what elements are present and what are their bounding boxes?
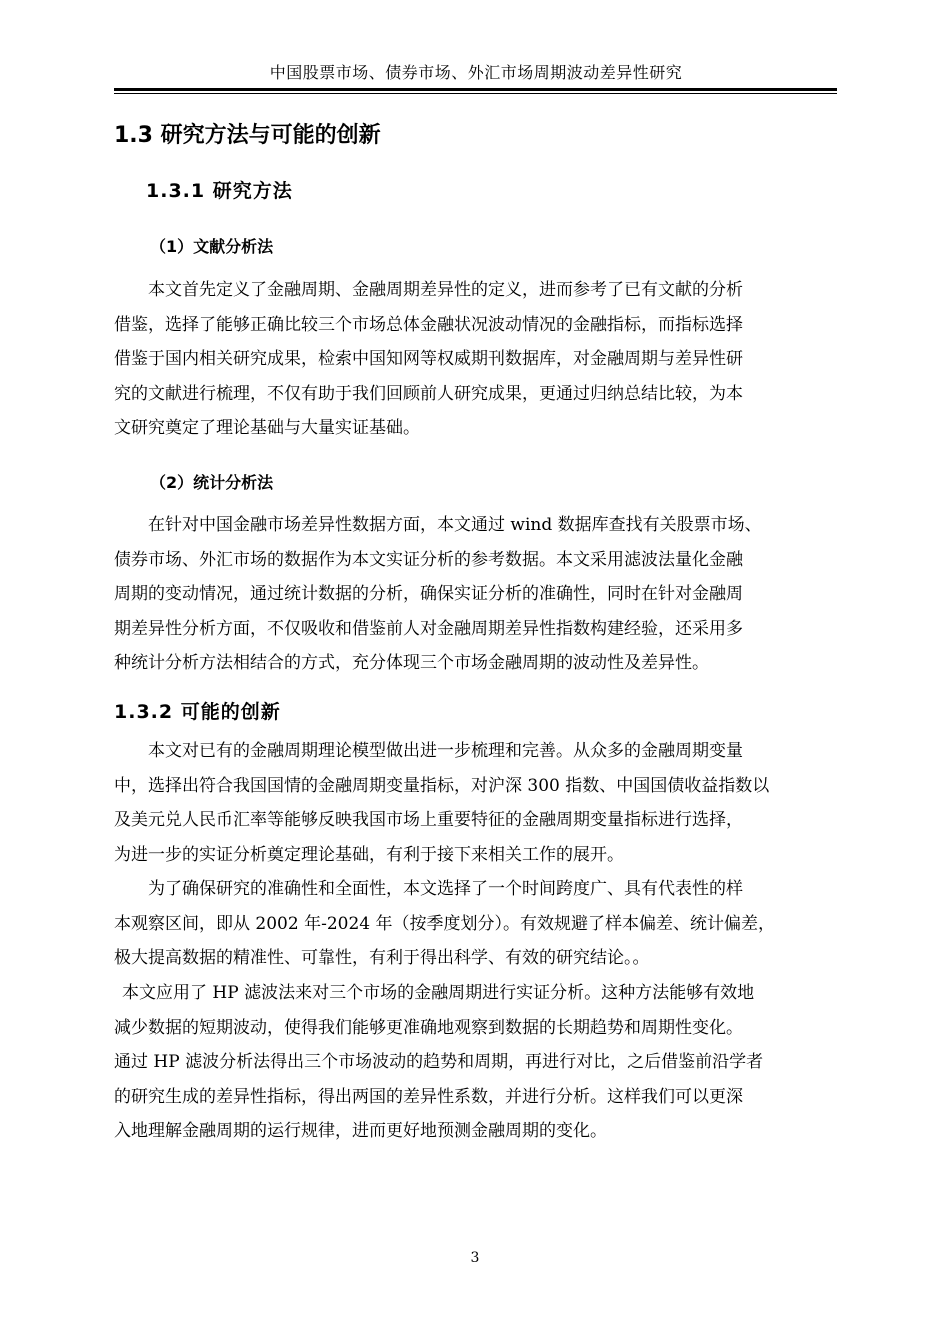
paragraph-line: 为了确保研究的准确性和全面性，本文选择了一个时间跨度广、具有代表性的样 — [148, 879, 743, 899]
paragraph-line: 减少数据的短期波动，使得我们能够更准确地观察到数据的长期趋势和周期性变化。 — [114, 1017, 743, 1038]
paragraph-line: 周期的变动情况，通过统计数据的分析，确保实证分析的准确性，同时在针对金融周 — [114, 584, 743, 604]
paragraph-literature — [114, 273, 838, 446]
paragraph-line: 种统计分析方法相结合的方式，充分体现三个市场金融周期的波动性及差异性。 — [114, 653, 709, 673]
paragraph-line: 期差异性分析方面，不仅吸收和借鉴前人对金融周期差异性指数构建经验，还采用多 — [114, 618, 743, 639]
paragraph-line: 本观察区间，即从 2002 年-2024 年（按季度划分）。有效规避了样本偏差、统计偏差， — [114, 913, 775, 934]
paragraph-line: 本文首先定义了金融周期、金融周期差异性的定义，进而参考了已有文献的分析 — [148, 280, 743, 300]
paragraph-line: 极大提高数据的精准性、可靠性，有利于得出科学、有效的研究结论。。 — [114, 948, 650, 968]
header-rule-thin — [114, 93, 837, 94]
paragraph-line: 中，选择出符合我国国情的金融周期变量指标，对沪深 300 指数、中国国债收益指数以 — [114, 775, 770, 796]
paragraph-line: 入地理解金融周期的运行规律，进而更好地预测金融周期的变化。 — [114, 1121, 607, 1141]
paragraph-line: 为进一步的实证分析奠定理论基础，有利于接下来相关工作的展开。 — [114, 844, 624, 865]
paragraph-line: 本文应用了 HP 滤波法来对三个市场的金融周期进行实证分析。这种方法能够有效地 — [122, 983, 755, 1003]
item-heading-statistics: （2）统计分析法 — [150, 473, 274, 492]
paragraph-line: 债券市场、外汇市场的数据作为本文实证分析的参考数据。本文采用滤波法量化金融 — [114, 549, 743, 570]
paragraph-statistics — [114, 508, 838, 681]
page-number: 3 — [470, 1250, 480, 1266]
paragraph-line: 通过 HP 滤波分析法得出三个市场波动的趋势和周期，再进行对比，之后借鉴前沿学者 — [114, 1052, 764, 1072]
paragraph-line: 借鉴，选择了能够正确比较三个市场总体金融状况波动情况的金融指标，而指标选择 — [114, 314, 743, 335]
paragraph-line: 在针对中国金融市场差异性数据方面，本文通过 wind 数据库查找有关股票市场、 — [148, 515, 762, 535]
subsection-heading-innovation: 1.3.2 可能的创新 — [114, 701, 281, 723]
paragraph-line: 及美元兑人民币汇率等能够反映我国市场上重要特征的金融周期变量指标进行选择， — [114, 810, 743, 830]
header-title: 中国股票市场、债券市场、外汇市场周期波动差异性研究 — [269, 63, 683, 82]
paragraph-innovation-3 — [114, 976, 838, 1149]
paragraph-line: 文研究奠定了理论基础与大量实证基础。 — [114, 418, 420, 438]
subsection-heading-methods: 1.3.1 研究方法 — [146, 180, 293, 202]
section-heading: 1.3 研究方法与可能的创新 — [114, 123, 381, 148]
header-rule-thick — [114, 88, 837, 91]
paragraph-line: 的研究生成的差异性指标，得出两国的差异性系数，并进行分析。这样我们可以更深 — [114, 1086, 743, 1107]
item-heading-literature: （1）文献分析法 — [150, 237, 274, 256]
paragraph-innovation-2 — [114, 872, 838, 976]
paragraph-line: 借鉴于国内相关研究成果，检索中国知网等权威期刊数据库，对金融周期与差异性研 — [114, 349, 743, 369]
paragraph-line: 究的文献进行梳理，不仅有助于我们回顾前人研究成果，更通过归纳总结比较，为本 — [114, 383, 743, 404]
paragraph-line: 本文对已有的金融周期理论模型做出进一步梳理和完善。从众多的金融周期变量 — [148, 741, 743, 761]
paragraph-innovation-1 — [114, 734, 838, 872]
